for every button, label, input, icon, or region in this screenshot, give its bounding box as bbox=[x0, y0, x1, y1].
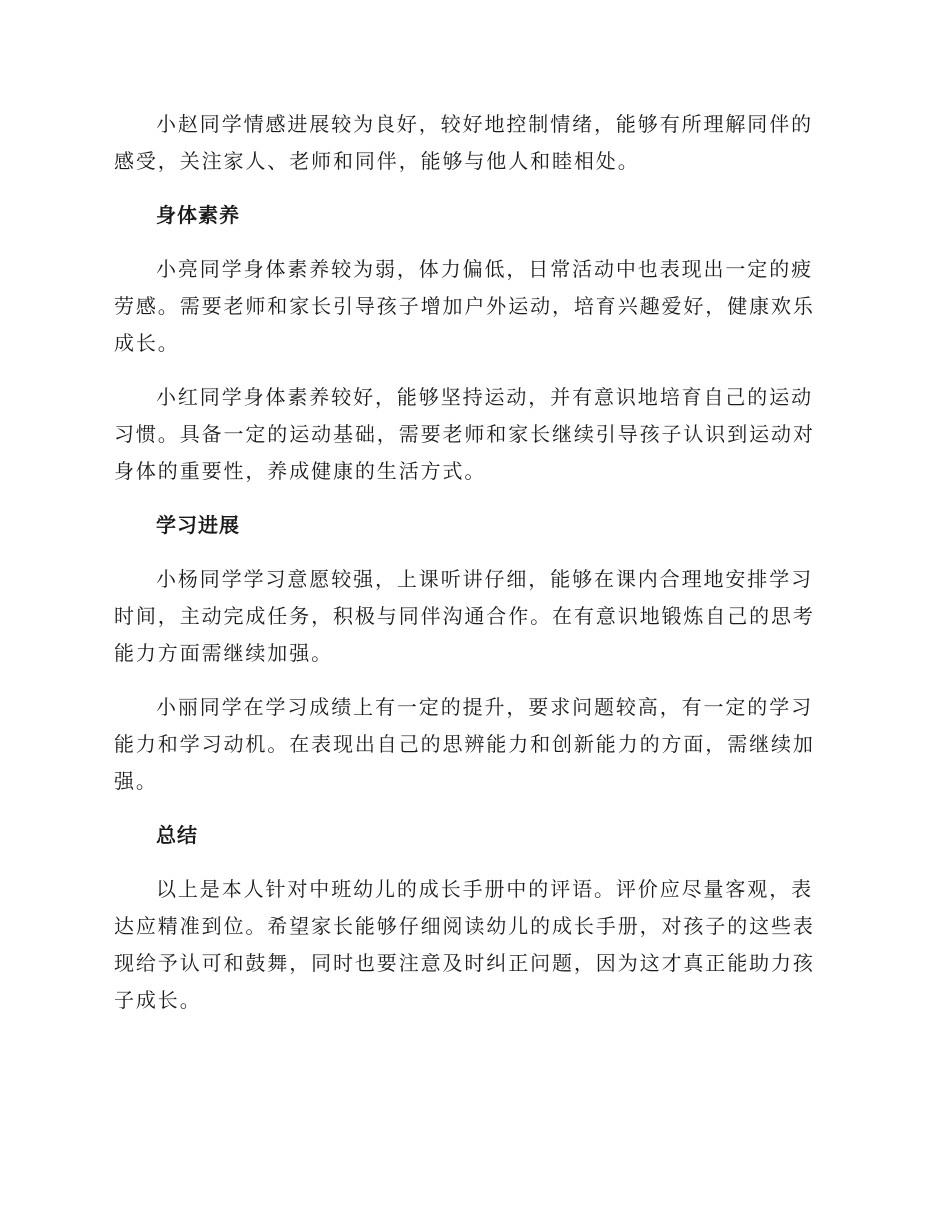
paragraph-xiaohong-physical: 小红同学身体素养较好，能够坚持运动，并有意识地培育自己的运动习惯。具备一定的运动基础，需要老师和家长继续引导孩子认识到运动对身体的重要性，养成健康的生活方式。 bbox=[114, 385, 815, 483]
paragraph-xiaoyang-learning: 小杨同学学习意愿较强，上课听讲仔细，能够在课内合理地安排学习时间，主动完成任务，积极与同伴沟通合作。在有意识地锻炼自己的思考能力方面需继续加强。 bbox=[114, 567, 815, 665]
paragraph-xiaoliang-physical: 小亮同学身体素养较为弱，体力偏低，日常活动中也表现出一定的疲劳感。需要老师和家长引导孩子增加户外运动，培育兴趣爱好，健康欢乐成长。 bbox=[114, 257, 815, 355]
paragraph-xiaozhao-emotion: 小赵同学情感进展较为良好，较好地控制情绪，能够有所理解同伴的感受，关注家人、老师和同伴，能够与他人和睦相处。 bbox=[114, 112, 813, 173]
paragraph-xiaoli-learning: 小丽同学在学习成绩上有一定的提升，要求问题较高，有一定的学习能力和学习动机。在表现出自己的思辨能力和创新能力的方面，需继续加强。 bbox=[114, 695, 815, 793]
heading-summary: 总结 bbox=[156, 823, 198, 847]
heading-physical-quality: 身体素养 bbox=[156, 203, 240, 227]
paragraph-summary: 以上是本人针对中班幼儿的成长手册中的评语。评价应尽量客观，表达应精准到位。希望家长能够仔细阅读幼儿的成长手册，对孩子的这些表现给予认可和鼓舞，同时也要注意及时纠正问题，因为这才真正能助力孩子成长。 bbox=[114, 877, 815, 1012]
heading-learning-progress: 学习进展 bbox=[156, 513, 240, 537]
